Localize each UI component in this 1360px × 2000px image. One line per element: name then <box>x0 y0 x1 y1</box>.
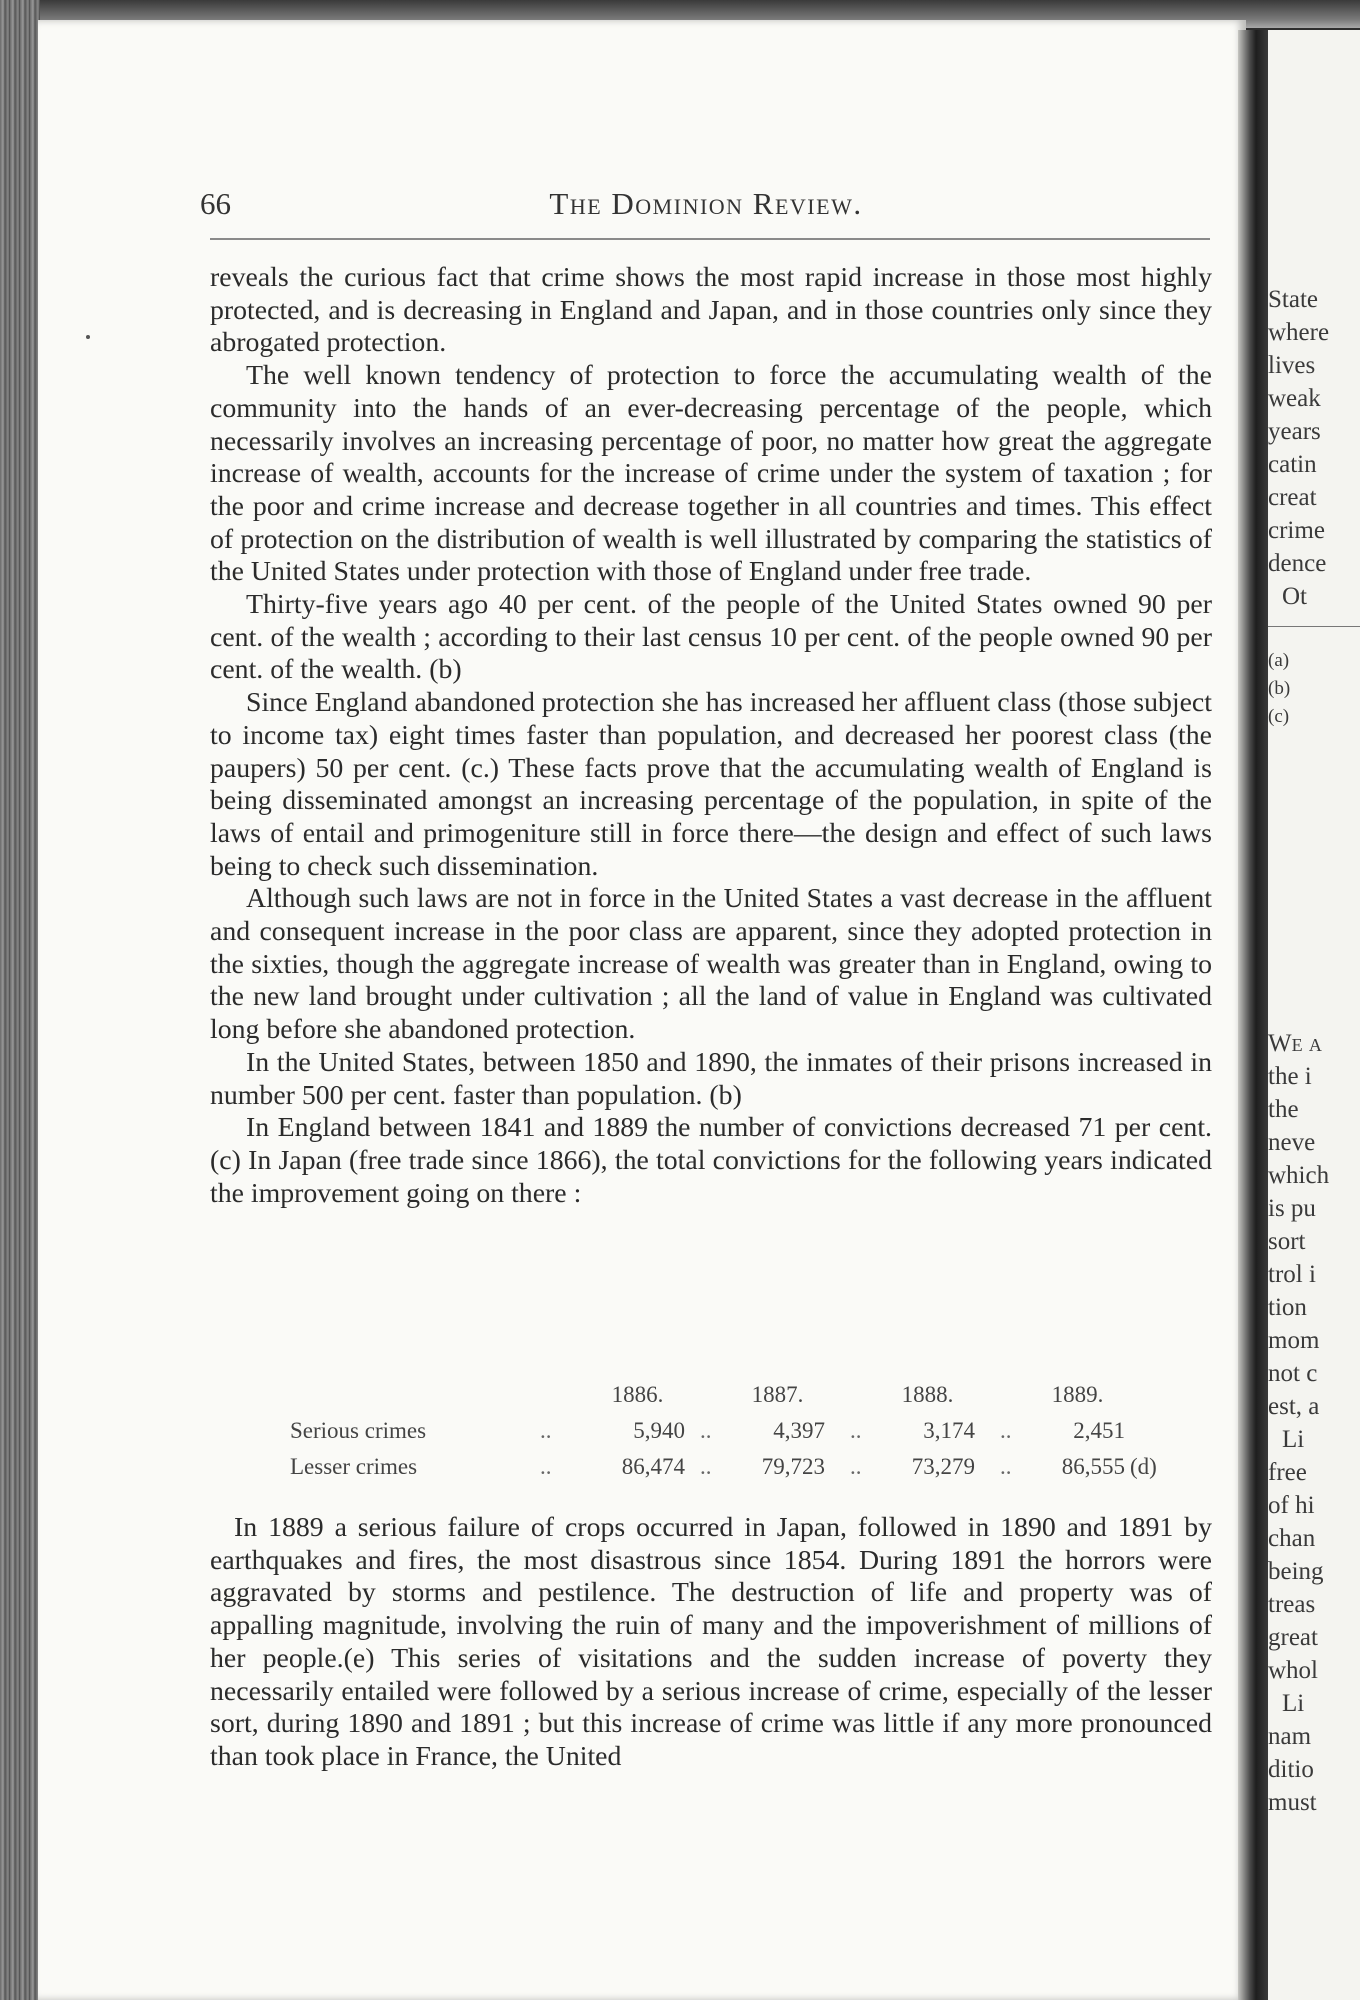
dot-leader: .. <box>850 1418 862 1443</box>
footnote-rule <box>1268 626 1360 627</box>
table-cell: 4,397 <box>773 1418 825 1443</box>
adjacent-page-fragment <box>1268 30 1360 2000</box>
year-header: 1887. <box>751 1382 804 1407</box>
table-row <box>290 1454 1210 1490</box>
dot-leader: .. <box>700 1454 712 1479</box>
fragment-line: mom <box>1268 1327 1320 1354</box>
fragment-line: of hi <box>1268 1492 1315 1519</box>
fragment-line: crime <box>1268 517 1325 544</box>
fragment-line: dence <box>1268 550 1327 577</box>
fragment-footnote: (c) <box>1268 706 1290 727</box>
table-cell: 2,451 <box>1073 1418 1125 1443</box>
fragment-line: tion <box>1268 1294 1307 1321</box>
fragment-line: We a <box>1268 1030 1322 1057</box>
paragraph: In the United States, between 1850 and 1890, the inmates of their prisons increased in number 500 per cent. faster than population. (b) <box>210 1046 1212 1111</box>
fragment-line: which <box>1268 1162 1330 1189</box>
fragment-line: whol <box>1268 1657 1318 1684</box>
fragment-line: Ot <box>1282 583 1307 610</box>
year-header: 1888. <box>901 1382 954 1407</box>
fragment-line: Li <box>1282 1426 1305 1453</box>
japan-convictions-table <box>290 1382 1210 1490</box>
fragment-line: treas <box>1268 1591 1316 1618</box>
dot-leader: .. <box>850 1454 862 1479</box>
dot-leader: .. <box>540 1454 552 1479</box>
fragment-line: lives <box>1268 352 1316 379</box>
year-header: 1889. <box>1051 1382 1104 1407</box>
paragraph: Although such laws are not in force in the United States a vast decrease in the affluent and consequent increase in the poor class are apparent, since they adopted protection in the sixties, though the aggregate increase of wealth was greater than in England, owing to the new land brought under cultivation ; all the land of value in England was cultivated long before she abandoned protection. <box>210 883 1212 1046</box>
fragment-line: catin <box>1268 451 1317 478</box>
fragment-line: the <box>1268 1096 1299 1123</box>
table-header-row <box>290 1382 1210 1418</box>
page-header <box>200 186 1212 230</box>
fragment-line: neve <box>1268 1129 1316 1156</box>
fragment-line: not c <box>1268 1360 1318 1387</box>
paragraph: The well known tendency of protection to force the accumulating wealth of the community into the hands of an ever-decreasing percentage of the people, which necessarily involves an increasing percentage of poor, no matter how great the aggregate increase of wealth, accounts for the increase of crime under the system of taxation ; for the poor and crime increase and decrease together in all countries and times. This effect of protection on the distribution of wealth is well illustrated by comparing the statistics of the United States under protection with those of England under free trade. <box>210 360 1212 588</box>
table-cell: 79,723 <box>761 1454 825 1479</box>
fragment-line: nam <box>1268 1723 1312 1750</box>
fragment-line: free <box>1268 1459 1307 1486</box>
fragment-line: sort <box>1268 1228 1306 1255</box>
table-cell: 5,940 <box>633 1418 685 1443</box>
paragraph: In England between 1841 and 1889 the number of convictions decreased 71 per cent.(c) In Japan (free trade since 1866), the total convictions for the following years indicated the improvement going on there : <box>210 1112 1212 1209</box>
row-label: Serious crimes <box>290 1418 427 1443</box>
fragment-line: ditio <box>1268 1756 1314 1783</box>
dot-leader: .. <box>540 1418 552 1443</box>
fragment-line: the i <box>1268 1063 1312 1090</box>
fragment-line: being <box>1268 1558 1324 1585</box>
footnote-ref: (d) <box>1130 1454 1157 1479</box>
fragment-line: Li <box>1282 1690 1305 1717</box>
fragment-footnote: (b) <box>1268 678 1291 699</box>
fragment-line: trol i <box>1268 1261 1316 1288</box>
dot-leader: .. <box>1000 1454 1012 1479</box>
fragment-line: est, a <box>1268 1393 1320 1420</box>
paragraph: reveals the curious fact that crime shows the most rapid increase in those most highly protected, and is decreasing in England and Japan, and in those countries only since they abrogated protection. <box>210 262 1212 359</box>
body-text-continued <box>210 1512 1212 1774</box>
table-cell: 73,279 <box>911 1454 975 1479</box>
fragment-line: must <box>1268 1789 1317 1816</box>
fragment-line: great <box>1268 1624 1318 1651</box>
header-rule <box>210 238 1210 240</box>
row-label: Lesser crimes <box>290 1454 418 1479</box>
page-number: 66 <box>200 186 231 221</box>
fragment-line: State <box>1268 286 1318 313</box>
fragment-line: creat <box>1268 484 1317 511</box>
book-binding-edge <box>0 0 40 2000</box>
margin-speck <box>86 335 90 339</box>
table-row <box>290 1418 1210 1454</box>
body-text <box>210 262 1212 1210</box>
dot-leader: .. <box>700 1418 712 1443</box>
fragment-line: where <box>1268 319 1330 346</box>
paragraph: Since England abandoned protection she has increased her affluent class (those subject to income tax) eight times faster than population, and decreased her poorest class (the paupers) 50 per cent. (c.) These facts prove that the accumulating wealth of England is being disseminated amongst an increasing percentage of the population, in spite of the laws of entail and primogeniture still in force there—the design and effect of such laws being to check such dissemination. <box>210 687 1212 882</box>
table-cell: 3,174 <box>923 1418 975 1443</box>
paragraph: Thirty-five years ago 40 per cent. of the people of the United States owned 90 per cent. of the wealth ; according to their last census 10 per cent. of the people owned 90 per cent. of the wealth. (b) <box>210 589 1212 686</box>
fragment-line: years <box>1268 418 1321 445</box>
page-gutter <box>1238 30 1268 2000</box>
table-cell: 86,555 <box>1061 1454 1125 1479</box>
fragment-line: weak <box>1268 385 1321 412</box>
fragment-line: is pu <box>1268 1195 1316 1222</box>
dot-leader: .. <box>1000 1418 1012 1443</box>
paragraph: In 1889 a serious failure of crops occurred in Japan, followed in 1890 and 1891 by earthquakes and fires, the most disastrous since 1854. During 1891 the horrors were aggravated by storms and pestilence. The destruction of life and property was of appalling magnitude, involving the ruin of many and the impoverishment of millions of her people.(e) This series of visitations and the sudden increase of poverty they necessarily entailed were followed by a serious increase of crime, especially of the lesser sort, during 1890 and 1891 ; but this increase of crime was little if any more pronounced than took place in France, the United <box>210 1512 1212 1772</box>
running-head: The Dominion Review. <box>549 186 863 221</box>
table-cell: 86,474 <box>621 1454 685 1479</box>
fragment-footnote: (a) <box>1268 650 1290 671</box>
fragment-line: chan <box>1268 1525 1316 1552</box>
year-header: 1886. <box>611 1382 664 1407</box>
